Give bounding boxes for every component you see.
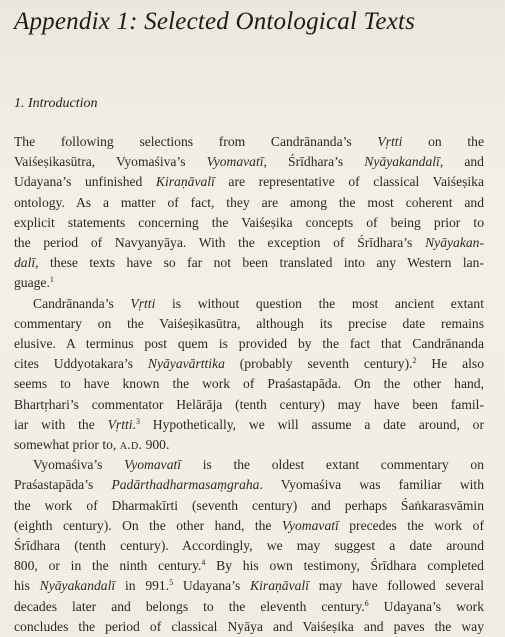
body-text bbox=[14, 132, 484, 637]
text-line: his Nyāyakandalī in 991.$^5$ Udayana’s Kiraṇāvalī may have followed several bbox=[14, 578, 484, 594]
text-line: (eighth century). On the other hand, the Vyomavatī precedes the work of bbox=[14, 517, 484, 533]
text-line: decades later and belongs to the eleventh century.$^6$ Udayana’s work bbox=[14, 598, 485, 614]
text-line: ontology. As a matter of fact, they are among the most coherent and bbox=[14, 194, 484, 210]
text-line: guage.$^1$ bbox=[14, 275, 54, 291]
text-line: iar with the Vṛtti.$^3$ Hypothetically, we will assume a date around, or bbox=[14, 416, 484, 432]
text-line: the work of Dharmakīrti (seventh century) and perhaps Śaṅkarasvāmin bbox=[14, 497, 484, 513]
paragraph-1 bbox=[14, 132, 484, 294]
text-line: Candrānanda’s Vṛtti is without question the most ancient extant bbox=[33, 295, 484, 311]
text-line: somewhat prior to, a.d. 900. bbox=[14, 437, 170, 453]
text-line: Vaiśeṣikasūtra, Vyomaśiva’s Vyomavatī, Śrīdhara’s Nyāyakandalī, and bbox=[14, 154, 484, 170]
text-line: 800, or in the ninth century.$^4$ By his own testimony, Śrīdhara completed bbox=[14, 558, 484, 574]
text-line: Praśastapāda’s Padārthadharmasaṃgraha. Vyomaśiva was familiar with bbox=[14, 477, 484, 493]
text-line: elusive. A terminus post quem is provided by the fact that Candrānanda bbox=[14, 336, 484, 352]
text-line: the period of Navyanyāya. With the exception of Śrīdhara’s Nyāyakan- bbox=[14, 235, 484, 251]
chapter-title: Appendix 1: Selected Ontological Texts bbox=[14, 8, 416, 35]
text-line: seems to have known the work of Praśastapāda. On the other hand, bbox=[14, 376, 484, 392]
text-line: explicit statements concerning the Vaiśeṣika concepts of being prior to bbox=[14, 214, 484, 230]
section-heading: 1. Introduction bbox=[14, 96, 98, 111]
text-line: dalī, these texts have so far not been translated into any Western lan- bbox=[14, 255, 484, 271]
text-line: Śrīdhara (tenth century). Accordingly, we may suggest a date around bbox=[14, 538, 484, 554]
text-line: cites Uddyotakara’s Nyāyavārttika (probably seventh century).$^2$ He also bbox=[14, 356, 484, 372]
text-line: Vyomaśiva’s Vyomavatī is the oldest extant commentary on bbox=[33, 457, 484, 473]
text-line: Udayana’s unfinished Kiraṇāvalī are representative of classical Vaiśeṣika bbox=[14, 174, 484, 190]
text-line: Bhartṛhari’s commentator Helārāja (tenth century) may have been famil- bbox=[14, 396, 484, 412]
text-line: concludes the period of classical Nyāya and Vaiśeṣika and paves the way bbox=[14, 618, 484, 634]
paragraph-2 bbox=[14, 294, 484, 456]
text-line: commentary on the Vaiśeṣikasūtra, although its precise date remains bbox=[14, 315, 484, 331]
text-line: The following selections from Candrānanda’s Vṛtti on the bbox=[14, 134, 485, 149]
paragraph-3 bbox=[14, 455, 484, 637]
